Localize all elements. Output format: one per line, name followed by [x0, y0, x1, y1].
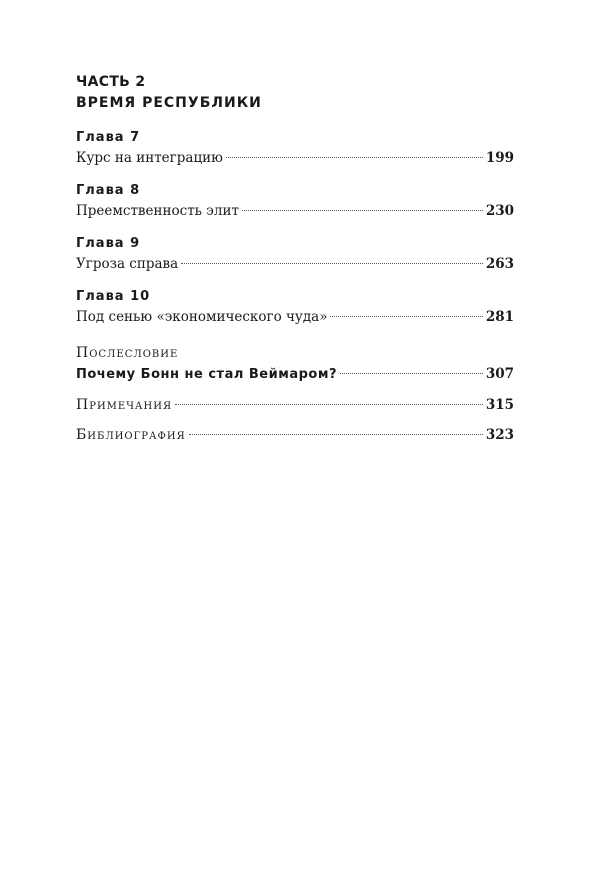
page-number: 323: [485, 427, 514, 443]
chapter-label: Глава 10: [76, 289, 151, 304]
chapter-entry: [76, 128, 514, 169]
chapter-title: Угроза справа: [76, 256, 179, 272]
chapter-entry: [76, 181, 514, 222]
dot-leader: [189, 434, 483, 435]
chapter-label: Глава 8: [76, 183, 141, 198]
page-number: 281: [485, 309, 514, 325]
dot-leader: [330, 316, 482, 317]
chapter-entry: [76, 287, 514, 328]
toc-row[interactable]: [76, 147, 514, 169]
toc-row[interactable]: [76, 200, 514, 222]
toc-row[interactable]: [76, 363, 514, 386]
afterword-title: Почему Бонн не стал Веймаром?: [76, 367, 338, 382]
afterword-entry: [76, 344, 514, 386]
page-number: 263: [485, 256, 514, 272]
dot-leader: [181, 263, 483, 264]
page-number: 230: [485, 203, 514, 219]
chapter-title: Преемственность элит: [76, 203, 239, 219]
page-number: 307: [485, 366, 514, 382]
afterword-label: Послесловие: [76, 345, 179, 361]
dot-leader: [242, 210, 483, 211]
toc-row-notes[interactable]: [76, 394, 514, 416]
chapter-label: Глава 9: [76, 236, 141, 251]
chapter-title: Под сенью «экономического чуда»: [76, 309, 328, 325]
page-number: 199: [485, 150, 514, 166]
toc-row-bibliography[interactable]: [76, 424, 514, 446]
chapter-label: Глава 7: [76, 130, 141, 145]
dot-leader: [175, 404, 483, 405]
chapter-entry: [76, 234, 514, 275]
part-label: ЧАСТЬ 2: [76, 74, 146, 90]
chapter-title: Курс на интеграцию: [76, 150, 223, 166]
page-number: 315: [485, 397, 514, 413]
notes-title: Примечания: [76, 397, 173, 413]
toc-row[interactable]: [76, 306, 514, 328]
toc-row[interactable]: [76, 253, 514, 275]
dot-leader: [226, 157, 483, 158]
dot-leader: [340, 373, 483, 374]
table-of-contents: [76, 72, 514, 446]
part-title: ВРЕМЯ РЕСПУБЛИКИ: [76, 95, 262, 111]
bibliography-title: Библиография: [76, 427, 186, 443]
